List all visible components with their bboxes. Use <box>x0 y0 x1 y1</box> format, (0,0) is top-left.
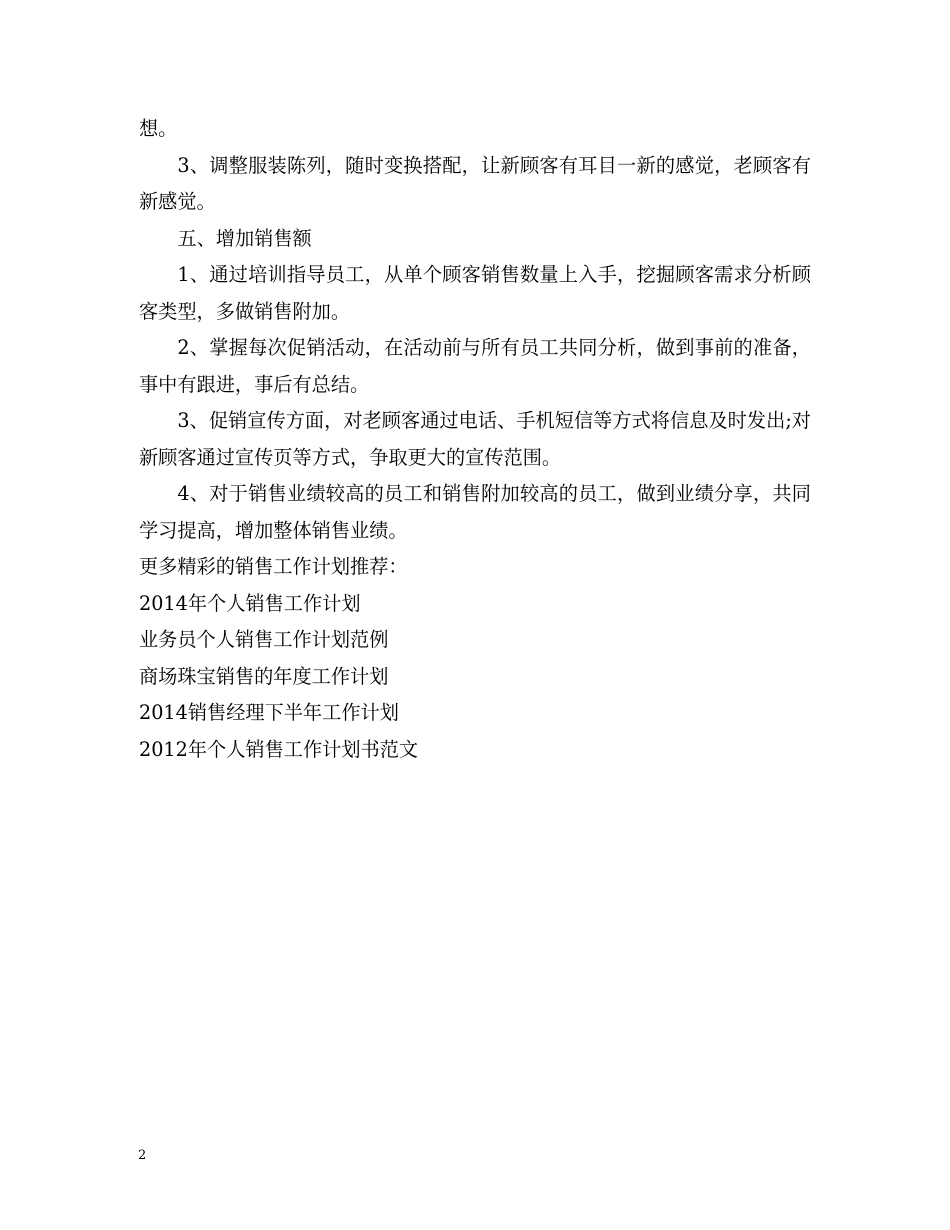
page-number: 2 <box>138 1148 147 1163</box>
paragraph-item-2-promotion: 2、掌握每次促销活动，在活动前与所有员工共同分析，做到事前的准备，事中有跟进，事后有总结。 <box>139 336 811 396</box>
document-body <box>139 111 811 768</box>
paragraph-item-1-training: 1、通过培训指导员工，从单个顾客销售数量上入手，挖掘顾客需求分析顾客类型，多做销售附加。 <box>139 263 811 323</box>
paragraph-item-4-performance: 4、对于销售业绩较高的员工和销售附加较高的员工，做到业绩分享，共同学习提高，增加整体销售业绩。 <box>139 482 811 542</box>
recommend-link[interactable]: 商场珠宝销售的年度工作计划 <box>139 664 389 688</box>
recommend-link[interactable]: 2014年个人销售工作计划 <box>139 591 361 615</box>
paragraph-item-3-publicity: 3、促销宣传方面，对老顾客通过电话、手机短信等方式将信息及时发出;对新顾客通过宣传页等方式，争取更大的宣传范围。 <box>139 409 811 469</box>
paragraph-continuation: 想。 <box>139 117 178 140</box>
recommend-link[interactable]: 业务员个人销售工作计划范例 <box>139 628 389 651</box>
recommend-link[interactable]: 2014销售经理下半年工作计划 <box>139 701 399 724</box>
paragraph-item-3-display: 3、调整服装陈列，随时变换搭配，让新顾客有耳目一新的感觉，老顾客有新感觉。 <box>139 153 811 213</box>
recommend-link[interactable]: 2012年个人销售工作计划书范文 <box>139 737 419 761</box>
recommend-heading: 更多精彩的销售工作计划推荐： <box>139 555 408 578</box>
section-heading-increase-sales: 五、增加销售额 <box>177 226 312 250</box>
